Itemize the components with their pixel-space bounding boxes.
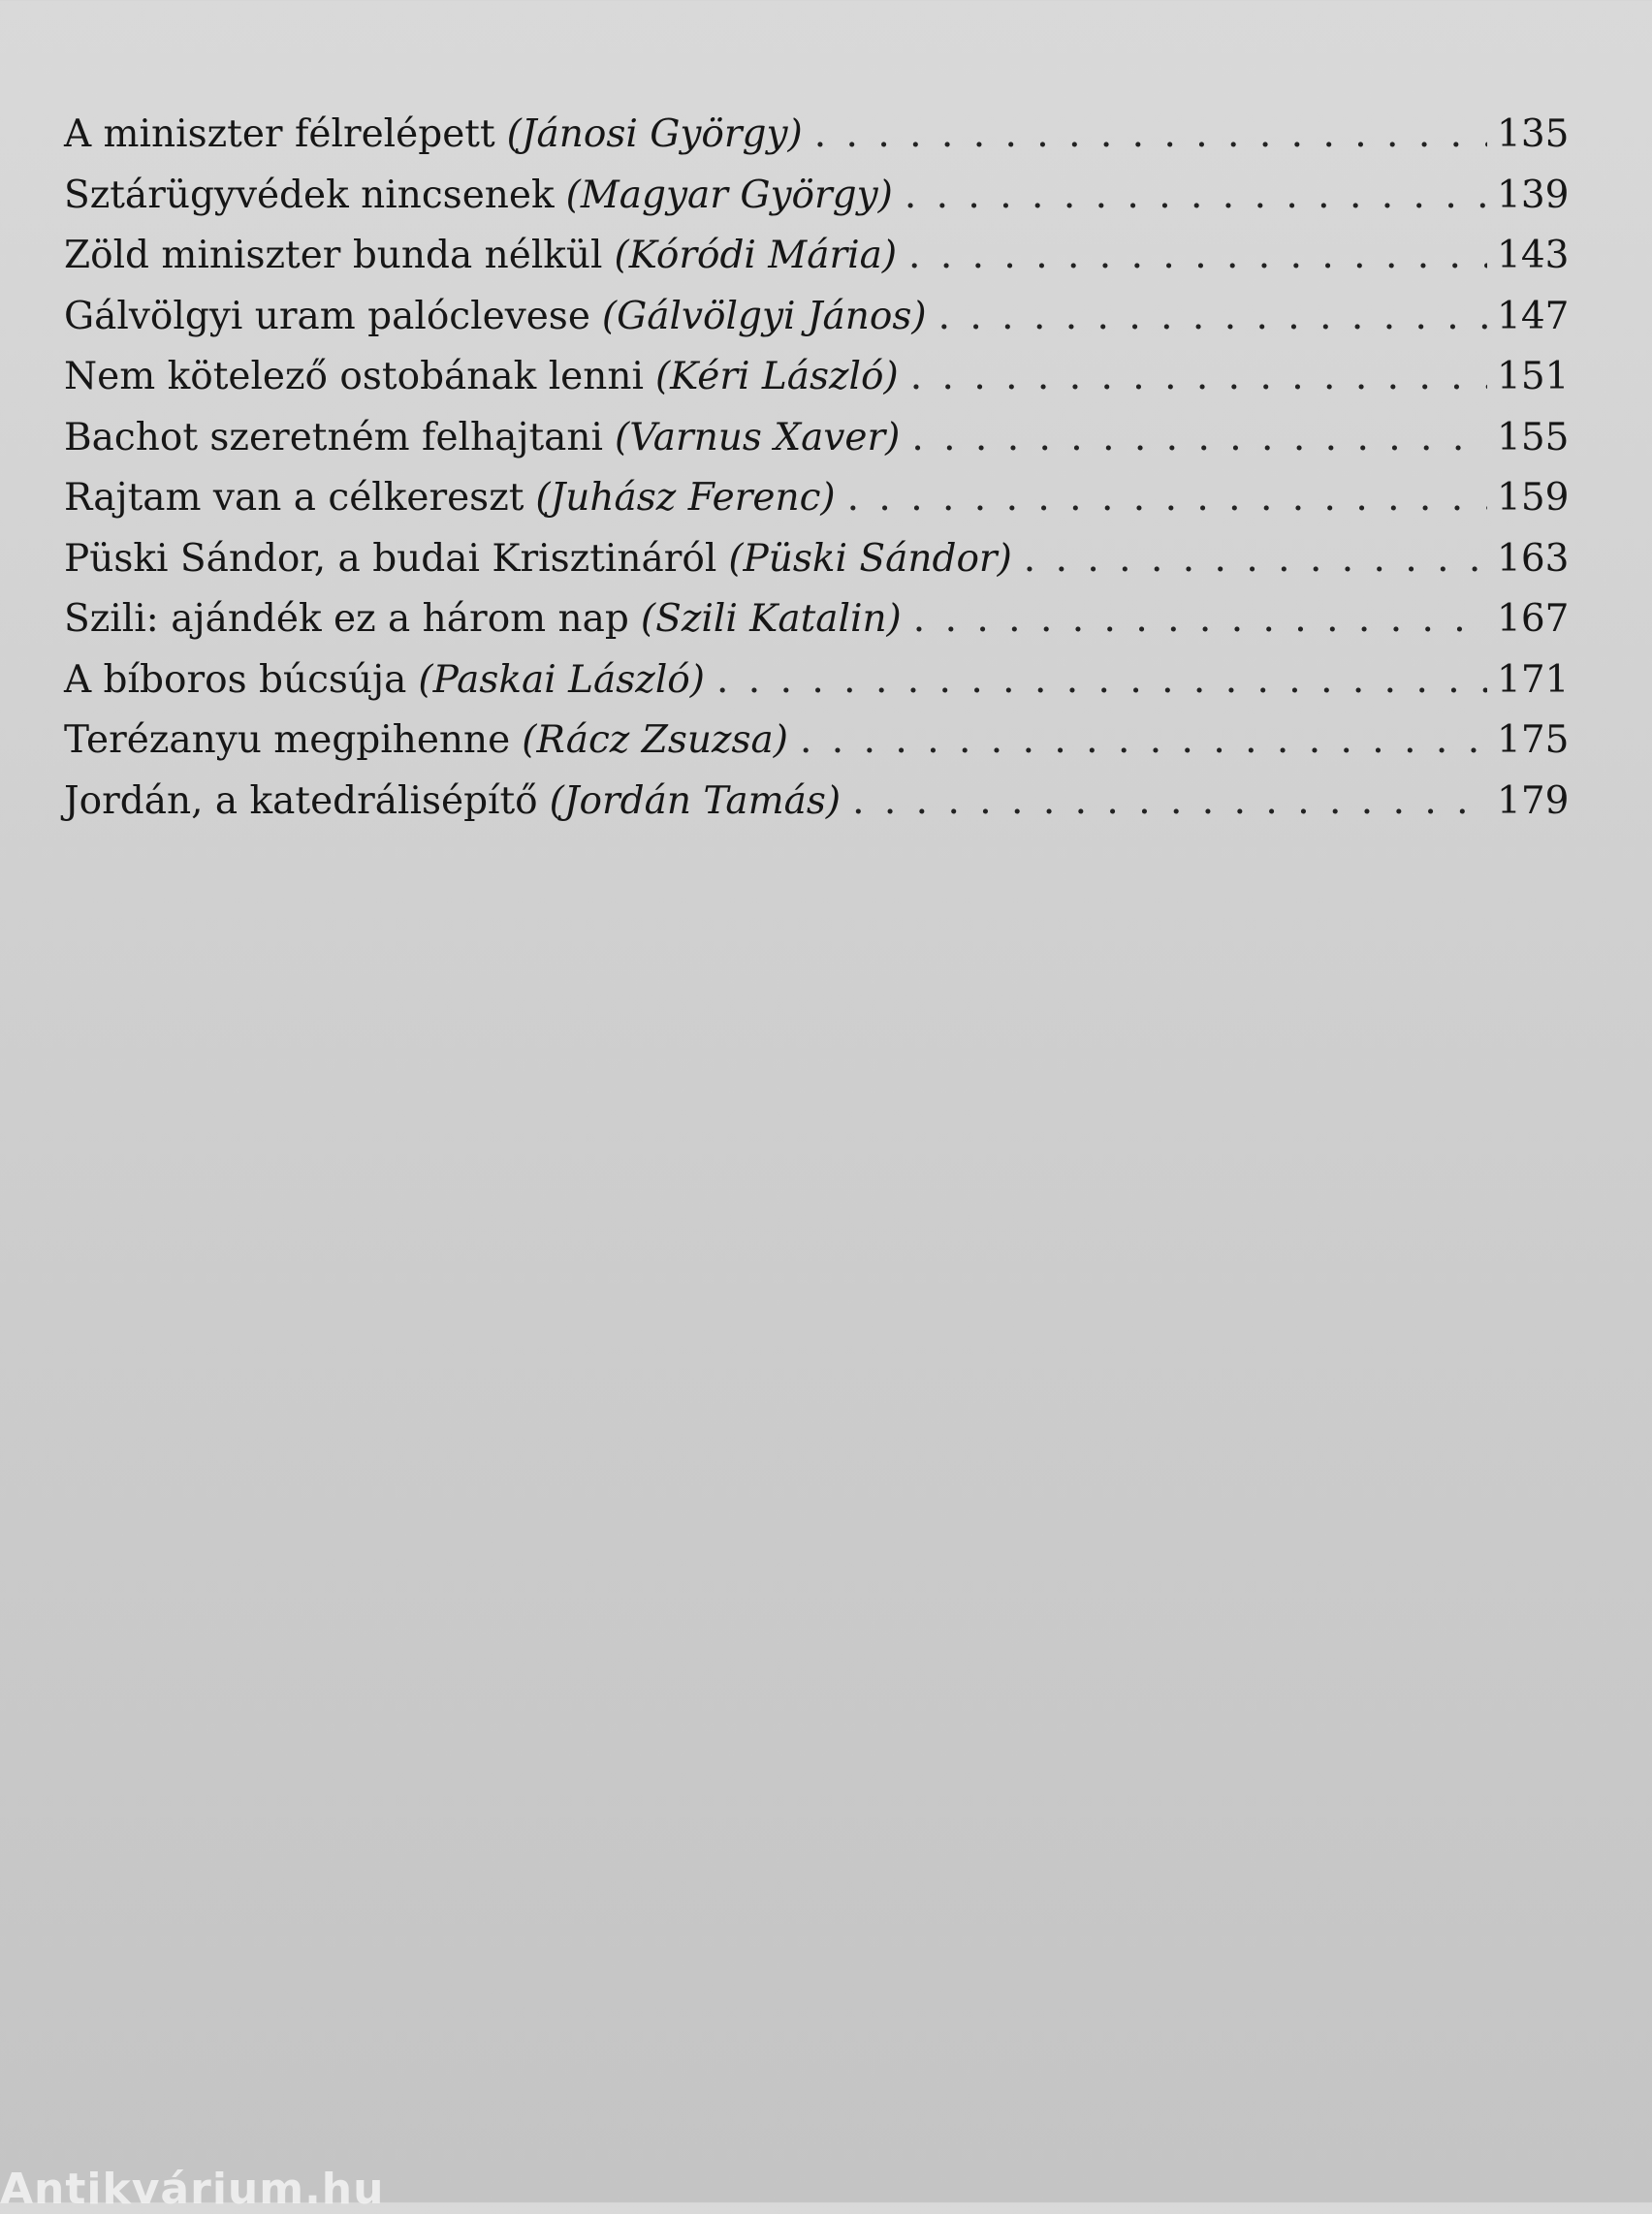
- toc-entry: [64, 347, 1570, 408]
- toc-entry: [64, 408, 1570, 469]
- dot-leader: [910, 347, 1487, 407]
- toc-entry-title: Zöld miniszter bunda nélkül: [64, 234, 603, 277]
- toc-entry-page-number: 151: [1497, 355, 1570, 398]
- toc-entry-author: (Paskai László): [418, 657, 705, 702]
- toc-entry-author: (Szili Katalin): [640, 597, 902, 641]
- toc-entry-title: Nem kötelező ostobának lenni: [64, 355, 644, 398]
- toc-entry-page-number: 171: [1497, 657, 1570, 702]
- toc-entry: [64, 589, 1570, 650]
- toc-entry-author: (Kéri László): [654, 355, 899, 398]
- toc-entry-page-number: 175: [1497, 718, 1570, 762]
- toc-entry-author: (Magyar György): [565, 173, 893, 217]
- toc-entry-title: Bachot szeretném felhajtani: [64, 415, 603, 459]
- toc-entry: [64, 105, 1570, 166]
- dot-leader: [800, 711, 1487, 771]
- toc-entry-author: (Juhász Ferenc): [535, 476, 836, 520]
- dot-leader: [913, 589, 1487, 649]
- toc-entry-title: Szili: ajándék ez a három nap: [64, 597, 629, 641]
- toc-entry-page-number: 155: [1497, 415, 1570, 459]
- dot-leader: [852, 772, 1487, 832]
- toc-entry-author: (Jánosi György): [506, 112, 803, 156]
- toc-entry-author: (Varnus Xaver): [615, 415, 901, 459]
- toc-entry-page-number: 179: [1497, 778, 1570, 823]
- dot-leader: [814, 105, 1487, 165]
- dot-leader: [911, 408, 1487, 468]
- toc-entry-page-number: 159: [1497, 476, 1570, 520]
- dot-leader: [938, 287, 1487, 347]
- toc-entry: [64, 772, 1570, 833]
- toc-entry-page-number: 167: [1497, 597, 1570, 641]
- toc-entry-title: Sztárügyvédek nincsenek: [64, 173, 555, 217]
- toc-entry-page-number: 135: [1497, 112, 1570, 156]
- toc-entry: [64, 468, 1570, 529]
- toc-entry-title: A miniszter félrelépett: [64, 112, 495, 156]
- dot-leader: [908, 226, 1487, 286]
- toc-entry-author: (Rácz Zsuzsa): [522, 718, 789, 762]
- toc-entry-title: Jordán, a katedrálisépítő: [64, 778, 538, 823]
- dot-leader: [1024, 529, 1487, 589]
- toc-entry-title: A bíboros búcsúja: [64, 657, 407, 702]
- toc-entry-title: Püski Sándor, a budai Krisztináról: [64, 536, 717, 581]
- toc-entry-author: (Püski Sándor): [728, 536, 1012, 581]
- dot-leader: [905, 166, 1487, 226]
- dot-leader: [716, 650, 1487, 711]
- toc-entry: [64, 711, 1570, 772]
- toc-entry-page-number: 143: [1497, 234, 1570, 277]
- toc-entry-author: (Kóródi Mária): [614, 234, 898, 277]
- toc-entry: [64, 650, 1570, 712]
- table-of-contents: [64, 105, 1570, 832]
- toc-entry: [64, 166, 1570, 227]
- toc-entry: [64, 226, 1570, 287]
- toc-entry-title: Rajtam van a célkereszt: [64, 476, 524, 520]
- toc-entry-page-number: 163: [1497, 536, 1570, 581]
- watermark: Antikvárium.hu: [0, 2165, 385, 2214]
- toc-entry-author: (Gálvölgyi János): [601, 294, 927, 338]
- toc-entry-page-number: 147: [1497, 294, 1570, 338]
- toc-entry: [64, 529, 1570, 590]
- toc-entry-title: Gálvölgyi uram palóclevese: [64, 294, 590, 338]
- toc-entry-author: (Jordán Tamás): [549, 778, 842, 823]
- toc-entry-title: Terézanyu megpihenne: [64, 718, 511, 762]
- dot-leader: [847, 468, 1487, 528]
- toc-entry: [64, 287, 1570, 348]
- toc-entry-page-number: 139: [1497, 173, 1570, 217]
